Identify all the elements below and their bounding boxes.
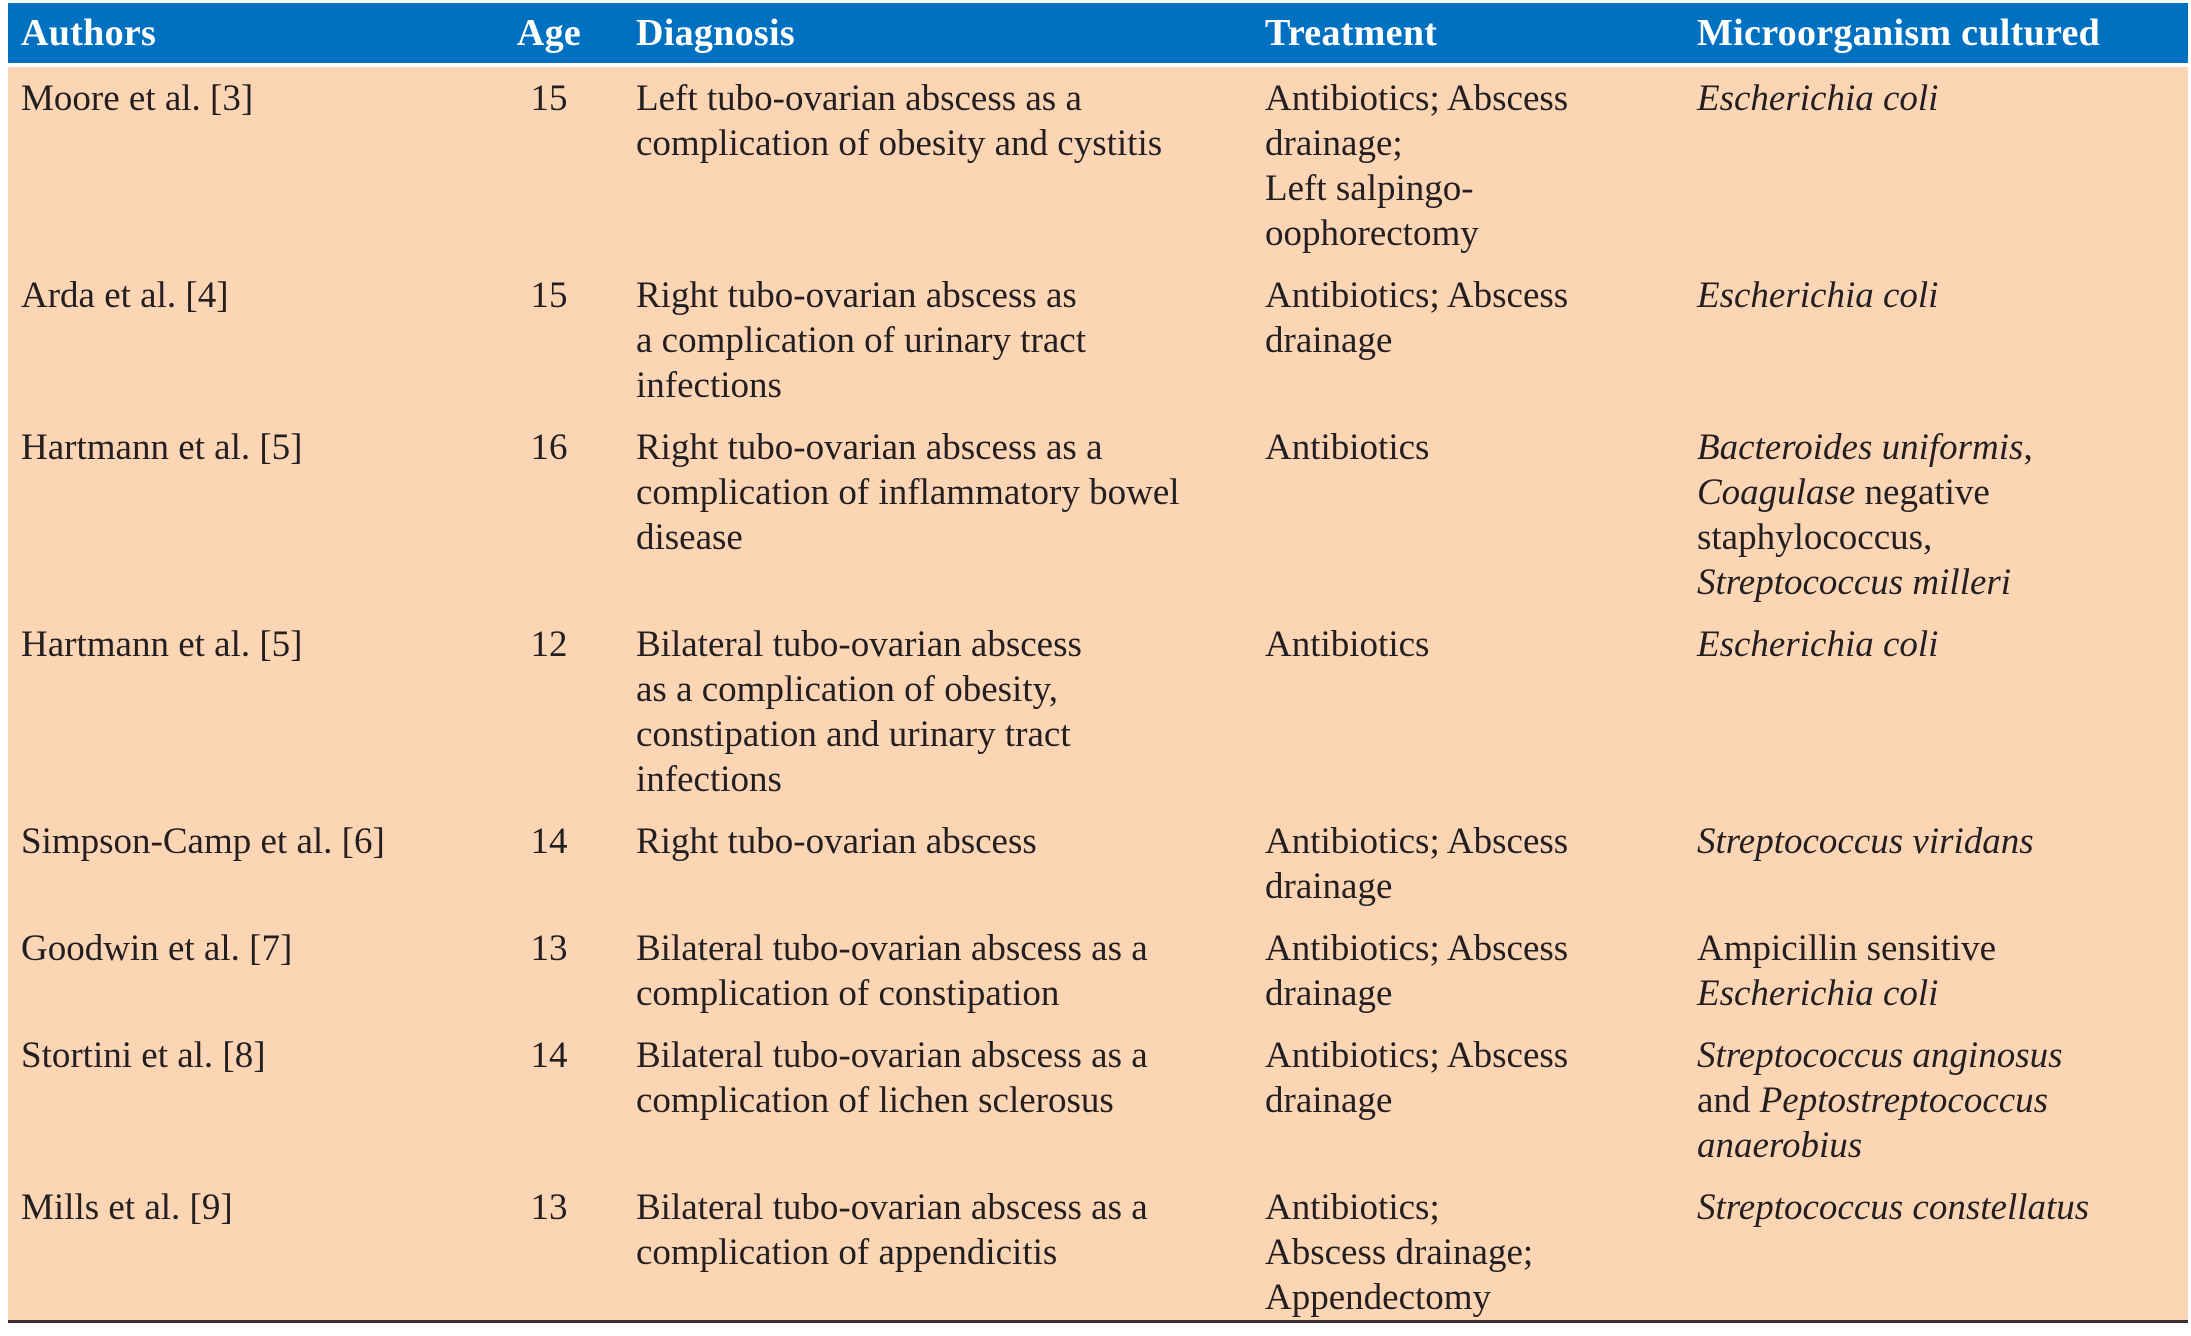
cell-age: 16 (530, 427, 568, 468)
organism-text: staphylococcus, (1697, 517, 1933, 558)
cell-treatment (1265, 1033, 1568, 1123)
diagnosis-line: disease (636, 517, 743, 558)
cell-authors: Simpson-Camp et al. [6] (21, 821, 385, 862)
cell-authors: Mills et al. [9] (21, 1187, 233, 1228)
microorganism-line (1697, 1078, 2063, 1123)
organism-name-italic: Escherichia coli (1697, 973, 1939, 1014)
cell-microorganism (1697, 926, 1996, 1016)
cell-treatment (1265, 622, 1429, 667)
treatment-line: Abscess drainage; (1265, 1232, 1534, 1273)
microorganism-line (1697, 1123, 2063, 1168)
diagnosis-line: Right tubo-ovarian abscess as (636, 275, 1077, 316)
cell-diagnosis (636, 1033, 1148, 1123)
organism-text: and (1697, 1080, 1760, 1121)
diagnosis-line: Bilateral tubo-ovarian abscess as a (636, 928, 1148, 969)
diagnosis-line: a complication of urinary tract (636, 320, 1086, 361)
diagnosis-line: constipation and urinary tract (636, 714, 1071, 755)
diagnosis-line: infections (636, 759, 782, 800)
cell-age: 14 (530, 1035, 568, 1076)
column-header-treatment: Treatment (1265, 12, 1438, 54)
organism-name-italic: Bacteroides uniformis (1697, 427, 2024, 468)
cell-age: 15 (530, 78, 568, 119)
organism-text: negative (1855, 472, 1990, 513)
diagnosis-line: complication of appendicitis (636, 1232, 1058, 1273)
microorganism-line (1697, 425, 2033, 470)
treatment-line: drainage (1265, 320, 1393, 361)
cell-microorganism (1697, 819, 2034, 864)
cell-age: 14 (530, 821, 568, 862)
organism-name-italic: Escherichia coli (1697, 275, 1939, 316)
diagnosis-line: infections (636, 365, 782, 406)
diagnosis-line: Bilateral tubo-ovarian abscess as a (636, 1187, 1148, 1228)
diagnosis-line: Right tubo-ovarian abscess (636, 821, 1037, 862)
diagnosis-line: Right tubo-ovarian abscess as a (636, 427, 1103, 468)
cell-treatment (1265, 926, 1568, 1016)
cell-diagnosis (636, 622, 1082, 802)
organism-name-italic: Streptococcus constellatus (1697, 1187, 2090, 1228)
cell-diagnosis (636, 76, 1162, 166)
microorganism-line (1697, 971, 1996, 1016)
organism-name-italic: Peptostreptococcus (1759, 1080, 2049, 1121)
treatment-line: Antibiotics (1265, 427, 1430, 468)
cell-authors: Hartmann et al. [5] (21, 427, 303, 468)
treatment-line: Appendectomy (1265, 1277, 1492, 1318)
table-row (8, 1185, 2188, 1320)
treatment-line: drainage (1265, 866, 1393, 907)
organism-name-italic: Coagulase (1697, 472, 1856, 513)
microorganism-line (1697, 622, 1938, 667)
table-row (8, 1033, 2188, 1185)
cell-authors: Goodwin et al. [7] (21, 928, 293, 969)
microorganism-line (1697, 560, 2033, 605)
treatment-line: Antibiotics; Abscess (1265, 275, 1569, 316)
diagnosis-line: Bilateral tubo-ovarian abscess (636, 624, 1082, 665)
treatment-line: drainage (1265, 973, 1393, 1014)
organism-name-italic: Streptococcus viridans (1697, 821, 2034, 862)
microorganism-line (1697, 470, 2033, 515)
organism-name-italic: Streptococcus milleri (1697, 562, 2012, 603)
organism-name-italic: anaerobius (1697, 1125, 1863, 1166)
cell-authors: Moore et al. [3] (21, 78, 254, 119)
treatment-line: drainage; (1265, 123, 1403, 164)
cell-treatment (1265, 76, 1568, 256)
treatment-line: Antibiotics; Abscess (1265, 928, 1569, 969)
cell-treatment (1265, 819, 1568, 909)
organism-text: , (2023, 427, 2033, 468)
organism-text: Ampicillin sensitive (1697, 928, 1997, 969)
treatment-line: drainage (1265, 1080, 1393, 1121)
table-row (8, 425, 2188, 622)
column-header-microorganism: Microorganism cultured (1697, 12, 2101, 54)
treatment-line: Left salpingo- (1265, 168, 1474, 209)
cell-treatment (1265, 273, 1568, 363)
diagnosis-line: as a complication of obesity, (636, 669, 1058, 710)
diagnosis-line: complication of lichen sclerosus (636, 1080, 1114, 1121)
table-row (8, 926, 2188, 1033)
microorganism-line (1697, 926, 1996, 971)
cell-age: 15 (530, 275, 568, 316)
cell-age: 12 (530, 624, 568, 665)
treatment-line: Antibiotics; (1265, 1187, 1440, 1228)
treatment-line: Antibiotics; Abscess (1265, 78, 1569, 119)
cell-diagnosis (636, 425, 1180, 560)
cell-diagnosis (636, 273, 1086, 408)
cell-authors: Stortini et al. [8] (21, 1035, 266, 1076)
cell-treatment (1265, 1185, 1533, 1320)
cell-microorganism (1697, 273, 1938, 318)
organism-name-italic: Escherichia coli (1697, 624, 1939, 665)
cell-diagnosis (636, 1185, 1148, 1275)
cell-age: 13 (530, 928, 568, 969)
column-header-age: Age (516, 12, 582, 54)
cell-microorganism (1697, 425, 2033, 605)
cell-microorganism (1697, 622, 1938, 667)
cell-diagnosis (636, 819, 1037, 864)
table-body (8, 67, 2188, 1323)
table-row (8, 819, 2188, 926)
cell-treatment (1265, 425, 1429, 470)
treatment-line: Antibiotics; Abscess (1265, 1035, 1569, 1076)
cell-authors: Arda et al. [4] (21, 275, 229, 316)
column-header-diagnosis: Diagnosis (636, 12, 795, 54)
cell-age: 13 (530, 1187, 568, 1228)
case-reports-table (8, 3, 2188, 1323)
cell-microorganism (1697, 1185, 2089, 1230)
microorganism-line (1697, 1185, 2089, 1230)
diagnosis-line: complication of obesity and cystitis (636, 123, 1163, 164)
microorganism-line (1697, 1033, 2063, 1078)
organism-name-italic: Escherichia coli (1697, 78, 1939, 119)
cell-diagnosis (636, 926, 1148, 1016)
diagnosis-line: Left tubo-ovarian abscess as a (636, 78, 1082, 119)
diagnosis-line: Bilateral tubo-ovarian abscess as a (636, 1035, 1148, 1076)
microorganism-line (1697, 76, 1938, 121)
cell-microorganism (1697, 76, 1938, 121)
cell-authors: Hartmann et al. [5] (21, 624, 303, 665)
organism-name-italic: Streptococcus anginosus (1697, 1035, 2063, 1076)
column-header-authors: Authors (21, 12, 157, 54)
treatment-line: Antibiotics; Abscess (1265, 821, 1569, 862)
diagnosis-line: complication of constipation (636, 973, 1060, 1014)
cell-microorganism (1697, 1033, 2063, 1168)
treatment-line: oophorectomy (1265, 213, 1479, 254)
treatment-line: Antibiotics (1265, 624, 1430, 665)
table-row (8, 622, 2188, 819)
diagnosis-line: complication of inflammatory bowel (636, 472, 1180, 513)
table-row (8, 273, 2188, 425)
table-row (8, 76, 2188, 273)
microorganism-line (1697, 515, 2033, 560)
microorganism-line (1697, 273, 1938, 318)
table-header-row (8, 3, 2188, 63)
microorganism-line (1697, 819, 2034, 864)
